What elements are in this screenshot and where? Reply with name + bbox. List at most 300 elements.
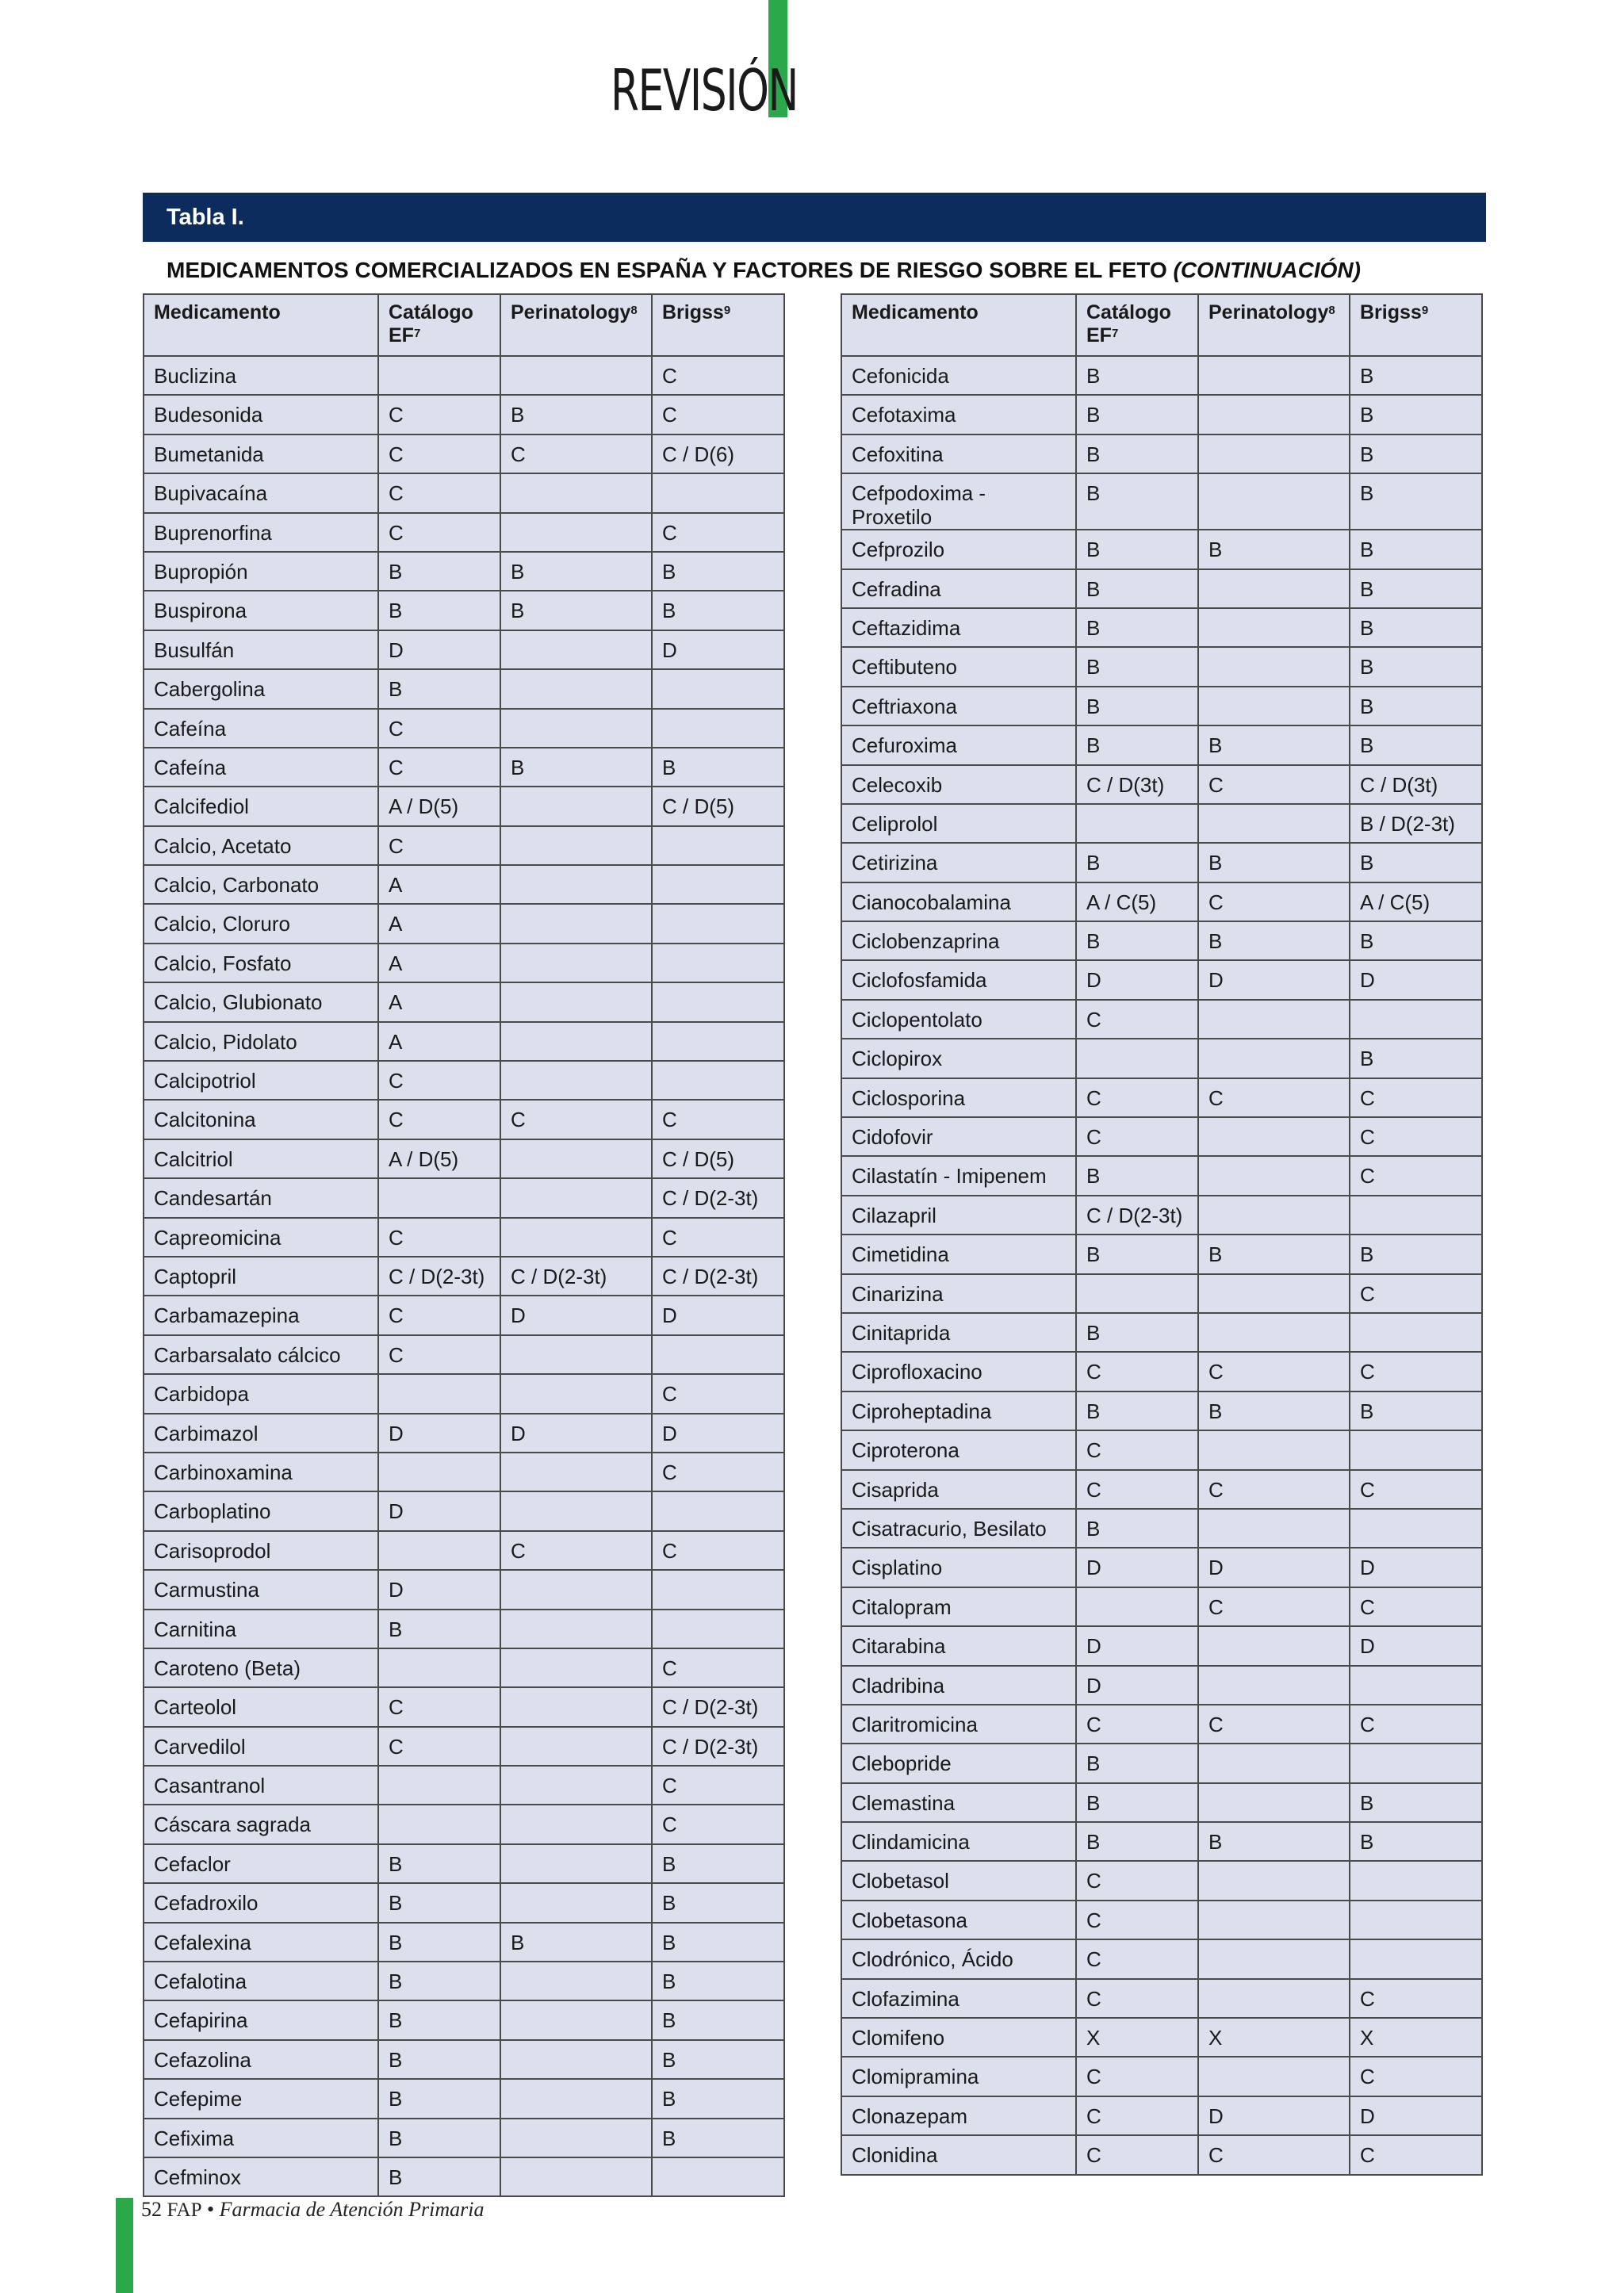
cell-perinatology — [500, 1218, 652, 1257]
cell-perinatology — [1198, 687, 1350, 725]
cell-briggs: C — [1350, 1274, 1482, 1313]
cell-briggs: B — [1350, 395, 1482, 434]
cell-briggs — [652, 1061, 784, 1100]
cell-briggs: C — [1350, 1705, 1482, 1744]
cell-briggs: B — [652, 2040, 784, 2079]
cell-medicamento: Cefalexina — [144, 1923, 378, 1962]
cell-catalogo: X — [1076, 2018, 1198, 2057]
cell-catalogo: C — [1076, 1430, 1198, 1469]
table-row — [841, 1901, 1482, 1939]
cell-briggs: C / D(2-3t) — [652, 1687, 784, 1726]
cell-catalogo — [378, 1805, 500, 1843]
table-row — [841, 1548, 1482, 1587]
table-title — [167, 258, 1361, 283]
cell-briggs: C / D(2-3t) — [652, 1257, 784, 1296]
cell-catalogo: C / D(2-3t) — [378, 1257, 500, 1296]
table-row — [144, 1805, 784, 1843]
cell-catalogo: A — [378, 904, 500, 943]
cell-medicamento: Ciclopentolato — [841, 1000, 1076, 1039]
cell-briggs: B — [1350, 1039, 1482, 1078]
table-row — [841, 960, 1482, 999]
table-row — [144, 1766, 784, 1805]
cell-medicamento: Ciproterona — [841, 1430, 1076, 1469]
cell-catalogo: C — [378, 1335, 500, 1374]
cell-perinatology — [1198, 1901, 1350, 1939]
cell-medicamento: Cilastatín - Imipenem — [841, 1156, 1076, 1195]
cell-catalogo: C — [378, 1218, 500, 1257]
cell-catalogo: B — [1076, 608, 1198, 647]
cell-medicamento: Cefadroxilo — [144, 1883, 378, 1922]
cell-medicamento: Buspirona — [144, 591, 378, 630]
cell-perinatology — [500, 1727, 652, 1766]
table-row — [841, 1470, 1482, 1509]
cell-perinatology — [500, 1805, 652, 1843]
footer-accent-bar — [116, 2198, 133, 2293]
cell-catalogo: C — [1076, 1705, 1198, 1744]
cell-briggs: D — [1350, 2096, 1482, 2135]
cell-medicamento: Cefaclor — [144, 1844, 378, 1883]
cell-briggs: B — [1350, 1235, 1482, 1273]
cell-briggs: B — [1350, 434, 1482, 473]
table-row — [841, 2096, 1482, 2135]
cell-medicamento: Clebopride — [841, 1744, 1076, 1782]
cell-catalogo: C — [378, 748, 500, 787]
cell-catalogo: C — [1076, 2096, 1198, 2135]
journal-abbr: FAP — [167, 2199, 202, 2221]
cell-medicamento: Clodrónico, Ácido — [841, 1939, 1076, 1978]
table-row — [841, 395, 1482, 434]
cell-briggs: C — [652, 1453, 784, 1491]
cell-perinatology — [1198, 1117, 1350, 1156]
table-body-left — [144, 356, 784, 2196]
cell-briggs: B — [1350, 1822, 1482, 1861]
cell-briggs: C — [652, 395, 784, 434]
cell-briggs — [1350, 1861, 1482, 1900]
cell-briggs: B — [652, 1962, 784, 2000]
cell-medicamento: Carbamazepina — [144, 1296, 378, 1334]
cell-medicamento: Clindamicina — [841, 1822, 1076, 1861]
journal-name: Farmacia de Atención Primaria — [219, 2198, 485, 2221]
cell-catalogo — [1076, 1274, 1198, 1313]
table-row — [841, 1430, 1482, 1469]
cell-catalogo: D — [1076, 1548, 1198, 1587]
cell-briggs: C / D(5) — [652, 1139, 784, 1178]
table-row — [144, 1491, 784, 1530]
table-row — [144, 2157, 784, 2196]
cell-briggs — [1350, 1509, 1482, 1548]
cell-medicamento: Cianocobalamina — [841, 882, 1076, 921]
cell-catalogo: C — [378, 434, 500, 473]
table-row — [841, 608, 1482, 647]
cell-briggs: C / D(6) — [652, 434, 784, 473]
cell-catalogo — [1076, 1587, 1198, 1626]
header-perinatology: Perinatology$^8$ — [500, 294, 652, 356]
cell-briggs: B — [1350, 921, 1482, 960]
table-row — [144, 1883, 784, 1922]
cell-briggs — [652, 1335, 784, 1374]
cell-perinatology — [1198, 434, 1350, 473]
cell-briggs: B — [652, 1844, 784, 1883]
cell-briggs: B — [1350, 687, 1482, 725]
cell-medicamento: Carbarsalato cálcico — [144, 1335, 378, 1374]
cell-briggs: B — [1350, 1783, 1482, 1822]
table-row — [144, 2000, 784, 2039]
table-row — [841, 1783, 1482, 1822]
table-row — [144, 1218, 784, 1257]
cell-perinatology — [500, 1022, 652, 1061]
cell-medicamento: Budesonida — [144, 395, 378, 434]
cell-catalogo: A / D(5) — [378, 1139, 500, 1178]
table-row — [144, 748, 784, 787]
cell-medicamento: Cilazapril — [841, 1196, 1076, 1235]
cell-medicamento: Cefapirina — [144, 2000, 378, 2039]
cell-briggs: D — [652, 1296, 784, 1334]
cell-perinatology — [1198, 1430, 1350, 1469]
cell-medicamento: Cefixima — [144, 2119, 378, 2157]
cell-perinatology — [1198, 1861, 1350, 1900]
cell-catalogo: C — [1076, 1000, 1198, 1039]
cell-briggs: B — [1350, 647, 1482, 686]
cell-perinatology: B — [500, 1923, 652, 1962]
header-catalogo: Catálogo $EF^7$ — [378, 294, 500, 356]
table-row — [144, 865, 784, 904]
header-medicamento: Medicamento — [841, 294, 1076, 356]
cell-medicamento: Cefonicida — [841, 356, 1076, 395]
table-row — [841, 1156, 1482, 1195]
cell-catalogo: B — [378, 591, 500, 630]
cell-catalogo: B — [1076, 1156, 1198, 1195]
cell-perinatology — [500, 2157, 652, 2196]
table-row — [841, 1000, 1482, 1039]
cell-medicamento: Cidofovir — [841, 1117, 1076, 1156]
cell-perinatology: B — [1198, 921, 1350, 960]
cell-catalogo: A / C(5) — [1076, 882, 1198, 921]
cell-catalogo — [378, 1531, 500, 1570]
cell-medicamento: Ciprofloxacino — [841, 1352, 1076, 1391]
cell-catalogo: B — [1076, 1235, 1198, 1273]
cell-medicamento: Buprenorfina — [144, 513, 378, 552]
cell-catalogo: B — [378, 2157, 500, 2196]
cell-briggs — [1350, 1901, 1482, 1939]
cell-briggs: C — [1350, 1352, 1482, 1391]
cell-perinatology: D — [500, 1296, 652, 1334]
table-row — [841, 921, 1482, 960]
cell-catalogo: C — [1076, 1078, 1198, 1117]
table-row — [144, 1610, 784, 1648]
cell-perinatology — [500, 826, 652, 865]
cell-perinatology — [1198, 804, 1350, 843]
cell-perinatology: B — [1198, 530, 1350, 568]
cell-briggs: B — [652, 1883, 784, 1922]
cell-catalogo: D — [378, 630, 500, 669]
cell-briggs — [652, 1022, 784, 1061]
cell-catalogo: A — [378, 982, 500, 1021]
cell-medicamento: Cefuroxima — [841, 725, 1076, 764]
cell-catalogo: B — [378, 1962, 500, 2000]
cell-briggs: C — [652, 1100, 784, 1139]
table-row — [841, 1352, 1482, 1391]
cell-perinatology — [500, 944, 652, 982]
table-row — [841, 1705, 1482, 1744]
table-row — [144, 356, 784, 395]
cell-perinatology: C — [1198, 1705, 1350, 1744]
page-footer — [141, 2198, 485, 2222]
cell-medicamento: Clonidina — [841, 2135, 1076, 2174]
cell-briggs: C / D(2-3t) — [652, 1727, 784, 1766]
cell-briggs: B — [1350, 473, 1482, 530]
cell-briggs: A / C(5) — [1350, 882, 1482, 921]
cell-perinatology — [500, 1962, 652, 2000]
cell-medicamento: Cisaprida — [841, 1470, 1076, 1509]
cell-catalogo: A / D(5) — [378, 787, 500, 825]
cell-perinatology: B — [500, 748, 652, 787]
cell-perinatology — [1198, 1196, 1350, 1235]
cell-briggs — [1350, 1744, 1482, 1782]
cell-medicamento: Cefoxitina — [841, 434, 1076, 473]
cell-medicamento: Clonazepam — [841, 2096, 1076, 2135]
cell-perinatology — [1198, 1626, 1350, 1665]
cell-briggs: C — [652, 1531, 784, 1570]
cell-catalogo: C — [1076, 2135, 1198, 2174]
cell-catalogo: B — [378, 2079, 500, 2118]
cell-medicamento: Calcifediol — [144, 787, 378, 825]
table-row — [841, 2135, 1482, 2174]
cell-medicamento: Carbimazol — [144, 1414, 378, 1453]
cell-perinatology — [500, 709, 652, 748]
cell-briggs — [652, 944, 784, 982]
cell-perinatology — [1198, 608, 1350, 647]
table-row — [144, 1453, 784, 1491]
cell-catalogo — [378, 1648, 500, 1687]
cell-briggs: C — [652, 1766, 784, 1805]
table-row — [841, 530, 1482, 568]
cell-medicamento: Buclizina — [144, 356, 378, 395]
cell-catalogo: B — [1076, 1313, 1198, 1352]
cell-catalogo: C — [378, 395, 500, 434]
cell-catalogo: B — [1076, 434, 1198, 473]
cell-perinatology — [500, 1570, 652, 1609]
cell-medicamento: Calcio, Cloruro — [144, 904, 378, 943]
cell-perinatology: B — [1198, 725, 1350, 764]
cell-catalogo: D — [378, 1414, 500, 1453]
cell-briggs: X — [1350, 2018, 1482, 2057]
cell-medicamento: Busulfán — [144, 630, 378, 669]
cell-perinatology — [500, 669, 652, 708]
cell-perinatology — [1198, 647, 1350, 686]
cell-catalogo: B — [1076, 921, 1198, 960]
cell-medicamento: Clobetasona — [841, 1901, 1076, 1939]
cell-catalogo: B — [1076, 1509, 1198, 1548]
cell-perinatology — [500, 1139, 652, 1178]
cell-catalogo: B — [378, 2119, 500, 2157]
cell-medicamento: Cefazolina — [144, 2040, 378, 2079]
cell-catalogo — [378, 1374, 500, 1413]
cell-medicamento: Ceftriaxona — [841, 687, 1076, 725]
cell-perinatology — [1198, 1274, 1350, 1313]
cell-briggs: B — [1350, 725, 1482, 764]
cell-medicamento: Cefradina — [841, 569, 1076, 608]
table-row — [841, 473, 1482, 530]
cell-perinatology — [500, 2119, 652, 2157]
cell-medicamento: Bupropión — [144, 552, 378, 591]
cell-perinatology: B — [1198, 1235, 1350, 1273]
cell-perinatology — [1198, 2057, 1350, 2096]
table-row — [144, 1648, 784, 1687]
cell-perinatology — [500, 865, 652, 904]
cell-briggs: B — [652, 2000, 784, 2039]
cell-catalogo: C — [1076, 1939, 1198, 1978]
cell-catalogo — [378, 1766, 500, 1805]
table-row — [144, 1061, 784, 1100]
table-row — [144, 904, 784, 943]
cell-medicamento: Cáscara sagrada — [144, 1805, 378, 1843]
cell-catalogo: D — [378, 1491, 500, 1530]
cell-perinatology — [500, 630, 652, 669]
cell-briggs — [652, 904, 784, 943]
cell-perinatology — [1198, 356, 1350, 395]
cell-medicamento: Calcitonina — [144, 1100, 378, 1139]
cell-briggs: C — [652, 513, 784, 552]
table-row — [144, 1923, 784, 1962]
cell-perinatology: C — [1198, 1587, 1350, 1626]
cell-catalogo: D — [378, 1570, 500, 1609]
cell-medicamento: Carboplatino — [144, 1491, 378, 1530]
cell-medicamento: Cafeína — [144, 709, 378, 748]
cell-medicamento: Carmustina — [144, 1570, 378, 1609]
cell-medicamento: Captopril — [144, 1257, 378, 1296]
cell-briggs — [1350, 1666, 1482, 1705]
cell-medicamento: Calcio, Glubionato — [144, 982, 378, 1021]
cell-perinatology — [1198, 569, 1350, 608]
cell-briggs — [652, 709, 784, 748]
cell-medicamento: Carbinoxamina — [144, 1453, 378, 1491]
drug-table-left — [143, 293, 785, 2197]
table-row — [144, 669, 784, 708]
table-body-right — [841, 356, 1482, 2175]
cell-catalogo: C / D(3t) — [1076, 765, 1198, 804]
cell-catalogo: C — [378, 709, 500, 748]
cell-perinatology: C — [1198, 1352, 1350, 1391]
cell-perinatology: B — [1198, 1391, 1350, 1430]
cell-catalogo: B — [378, 552, 500, 591]
cell-catalogo: B — [1076, 647, 1198, 686]
cell-medicamento: Citarabina — [841, 1626, 1076, 1665]
table-row — [144, 2040, 784, 2079]
cell-catalogo: D — [1076, 1626, 1198, 1665]
footer-separator: • — [207, 2198, 215, 2221]
cell-medicamento: Caroteno (Beta) — [144, 1648, 378, 1687]
table-row — [841, 2057, 1482, 2096]
cell-briggs — [652, 473, 784, 512]
cell-perinatology — [500, 1844, 652, 1883]
cell-medicamento: Calcitriol — [144, 1139, 378, 1178]
cell-perinatology — [500, 1374, 652, 1413]
cell-medicamento: Clofazimina — [841, 1979, 1076, 2018]
cell-perinatology — [500, 1178, 652, 1217]
page-number: 52 — [141, 2198, 162, 2221]
cell-perinatology — [1198, 395, 1350, 434]
cell-perinatology — [500, 356, 652, 395]
table-row — [841, 804, 1482, 843]
cell-medicamento: Casantranol — [144, 1766, 378, 1805]
cell-medicamento: Calcio, Fosfato — [144, 944, 378, 982]
cell-briggs — [1350, 1430, 1482, 1469]
cell-perinatology — [500, 787, 652, 825]
cell-perinatology — [500, 1335, 652, 1374]
cell-catalogo: B — [378, 1844, 500, 1883]
cell-perinatology — [500, 1648, 652, 1687]
cell-catalogo — [378, 356, 500, 395]
cell-perinatology: C — [1198, 2135, 1350, 2174]
cell-medicamento: Bupivacaína — [144, 473, 378, 512]
table-row — [841, 1939, 1482, 1978]
cell-perinatology — [1198, 1939, 1350, 1978]
cell-briggs: B — [652, 1923, 784, 1962]
cell-briggs: B — [1350, 356, 1482, 395]
table-label-band — [143, 193, 1486, 242]
cell-catalogo: B — [1076, 1822, 1198, 1861]
cell-briggs: C — [1350, 1117, 1482, 1156]
cell-catalogo: C — [1076, 1861, 1198, 1900]
cell-catalogo: C — [378, 1061, 500, 1100]
cell-perinatology — [500, 1061, 652, 1100]
cell-briggs: B — [652, 748, 784, 787]
table-row — [144, 2079, 784, 2118]
table-row — [841, 1274, 1482, 1313]
cell-briggs: C — [652, 356, 784, 395]
cell-briggs: D — [652, 630, 784, 669]
table-row — [144, 1531, 784, 1570]
cell-perinatology — [500, 1687, 652, 1726]
cell-perinatology — [1198, 1744, 1350, 1782]
cell-perinatology: B — [1198, 1822, 1350, 1861]
table-row — [144, 709, 784, 748]
cell-catalogo: C — [1076, 1117, 1198, 1156]
cell-medicamento: Cefminox — [144, 2157, 378, 2196]
cell-perinatology: C — [500, 434, 652, 473]
cell-briggs: C / D(2-3t) — [652, 1178, 784, 1217]
cell-catalogo: B — [378, 1883, 500, 1922]
cell-medicamento: Cefalotina — [144, 1962, 378, 2000]
cell-perinatology — [1198, 1666, 1350, 1705]
table-row — [144, 1022, 784, 1061]
cell-catalogo: C — [1076, 1352, 1198, 1391]
cell-briggs: D — [652, 1414, 784, 1453]
cell-catalogo: B — [1076, 687, 1198, 725]
header-briggs: Brigss$^9$ — [1350, 294, 1482, 356]
cell-catalogo — [1076, 1039, 1198, 1078]
cell-catalogo: B — [1076, 473, 1198, 530]
cell-medicamento: Cetirizina — [841, 843, 1076, 882]
table-row — [144, 1570, 784, 1609]
cell-catalogo: C — [378, 513, 500, 552]
cell-briggs: B — [1350, 1391, 1482, 1430]
cell-catalogo: C — [1076, 1470, 1198, 1509]
header-briggs: Brigss$^9$ — [652, 294, 784, 356]
table-row — [841, 1313, 1482, 1352]
cell-medicamento: Cafeína — [144, 748, 378, 787]
cell-catalogo: C — [378, 826, 500, 865]
cell-perinatology — [500, 1453, 652, 1491]
drug-table-right — [841, 293, 1483, 2176]
cell-catalogo: B — [378, 669, 500, 708]
table-row — [144, 982, 784, 1021]
table-row — [841, 1117, 1482, 1156]
cell-briggs: C — [1350, 2057, 1482, 2096]
header-medicamento: Medicamento — [144, 294, 378, 356]
cell-briggs — [1350, 1196, 1482, 1235]
table-row — [144, 826, 784, 865]
